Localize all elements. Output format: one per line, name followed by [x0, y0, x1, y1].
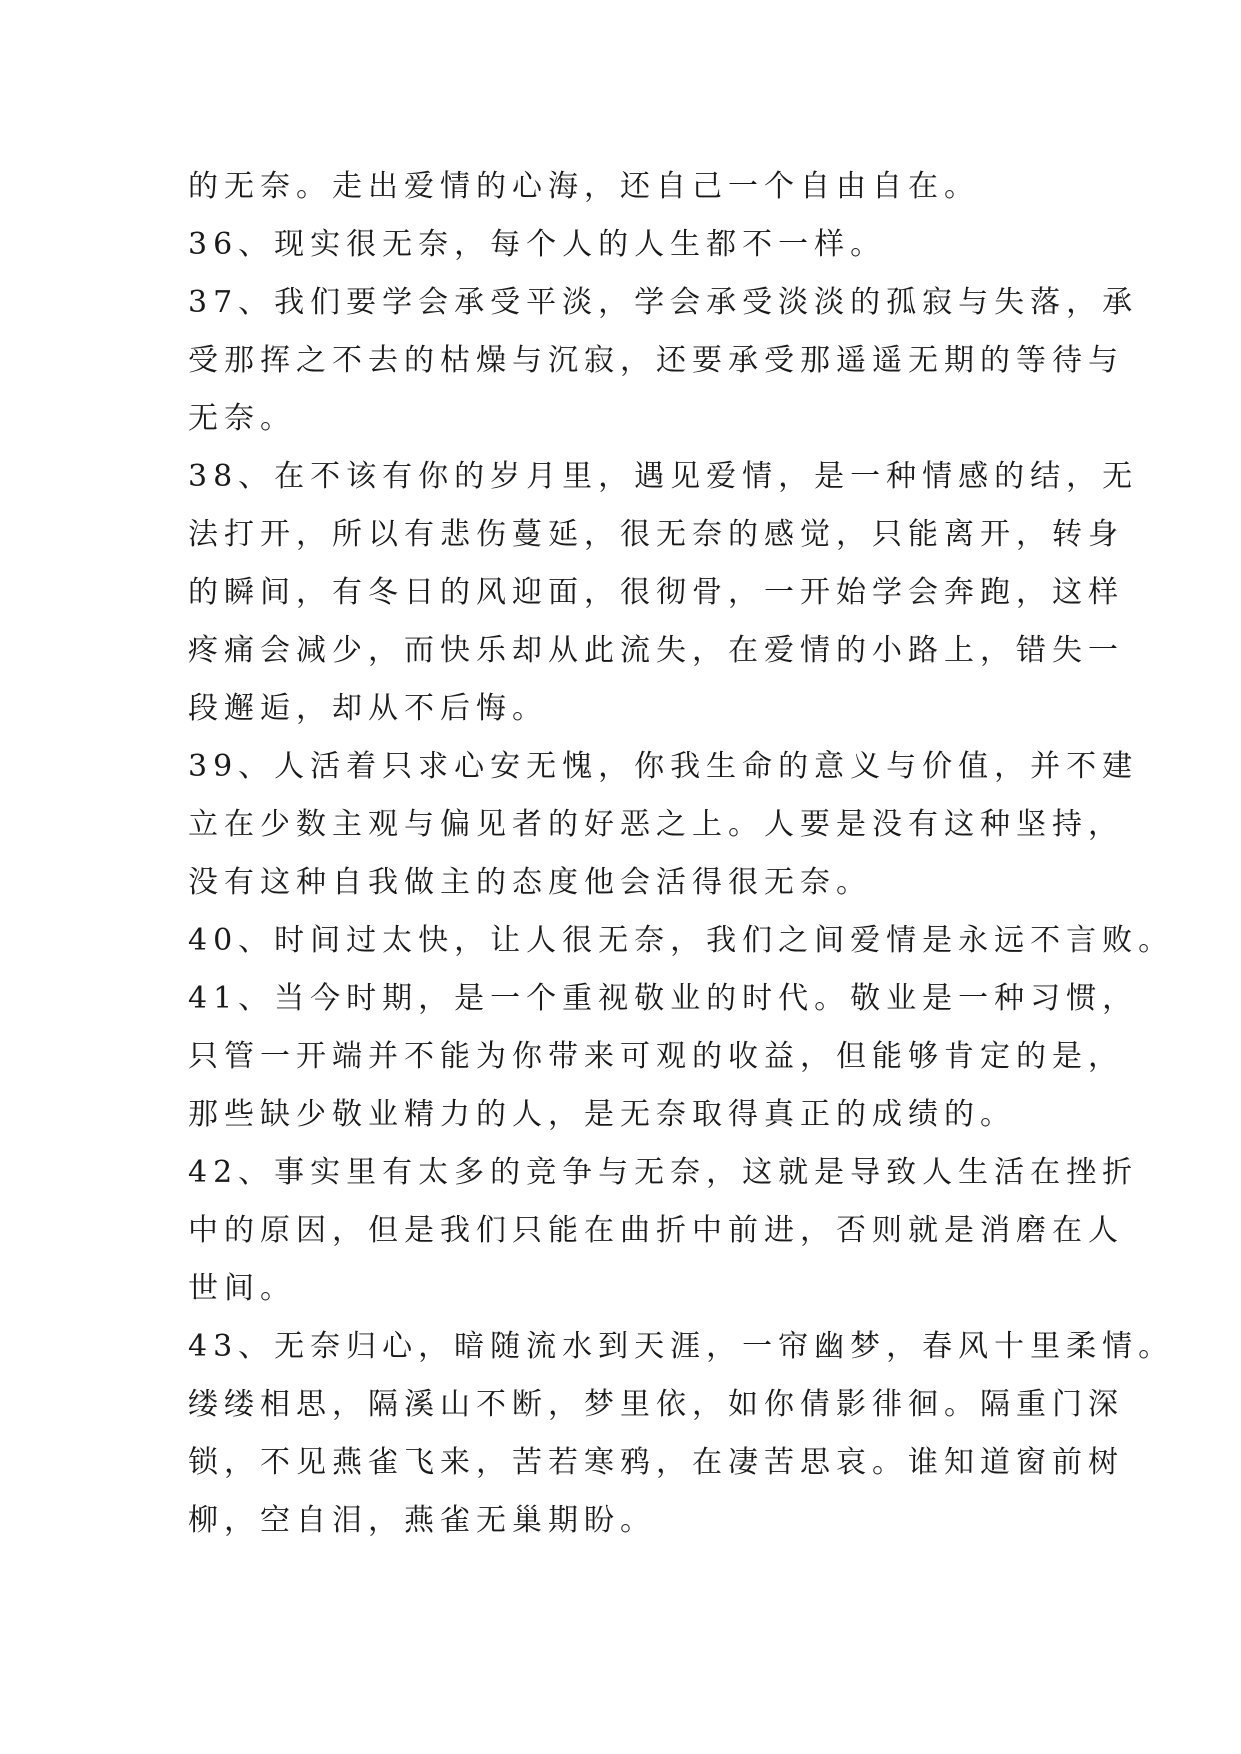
text-line: 段邂逅，却从不后悔。: [188, 691, 548, 726]
text-line: 37、我们要学会承受平淡，学会承受淡淡的孤寂与失落，承: [188, 285, 1139, 320]
text-line: 36、现实很无奈，每个人的人生都不一样。: [188, 227, 887, 262]
text-line: 那些缺少敬业精力的人，是无奈取得真正的成绩的。: [188, 1097, 1016, 1132]
text-line: 只管一开端并不能为你带来可观的收益，但能够肯定的是，: [188, 1039, 1124, 1074]
text-line: 38、在不该有你的岁月里，遇见爱情，是一种情感的结，无: [188, 459, 1139, 494]
text-line: 40、时间过太快，让人很无奈，我们之间爱情是永远不言败。: [188, 923, 1175, 958]
text-line: 43、无奈归心，暗随流水到天涯，一帘幽梦，春风十里柔情。: [188, 1329, 1175, 1364]
text-line: 42、事实里有太多的竞争与无奈，这就是导致人生活在挫折: [188, 1155, 1139, 1190]
text-line: 柳，空自泪，燕雀无巢期盼。: [188, 1503, 656, 1538]
document-body: [188, 158, 1175, 1550]
text-line: 受那挥之不去的枯燥与沉寂，还要承受那遥遥无期的等待与: [188, 343, 1124, 378]
text-line: 的瞬间，有冬日的风迎面，很彻骨，一开始学会奔跑，这样: [188, 575, 1124, 610]
text-line: 世间。: [188, 1271, 296, 1306]
text-line: 41、当今时期，是一个重视敬业的时代。敬业是一种习惯，: [188, 981, 1139, 1016]
text-line: 的无奈。走出爱情的心海，还自己一个自由自在。: [188, 169, 980, 204]
text-line: 无奈。: [188, 401, 296, 436]
text-line: 法打开，所以有悲伤蔓延，很无奈的感觉，只能离开，转身: [188, 517, 1124, 552]
text-line: 立在少数主观与偏见者的好恶之上。人要是没有这种坚持，: [188, 807, 1124, 842]
text-line: 39、人活着只求心安无愧，你我生命的意义与价值，并不建: [188, 749, 1139, 784]
text-line: 锁，不见燕雀飞来，苦若寒鸦，在凄苦思哀。谁知道窗前树: [188, 1445, 1124, 1480]
text-line: 没有这种自我做主的态度他会活得很无奈。: [188, 865, 872, 900]
text-line: 疼痛会减少，而快乐却从此流失，在爱情的小路上，错失一: [188, 633, 1124, 668]
text-line: 缕缕相思，隔溪山不断，梦里依，如你倩影徘徊。隔重门深: [188, 1387, 1124, 1422]
text-line: 中的原因，但是我们只能在曲折中前进，否则就是消磨在人: [188, 1213, 1124, 1248]
